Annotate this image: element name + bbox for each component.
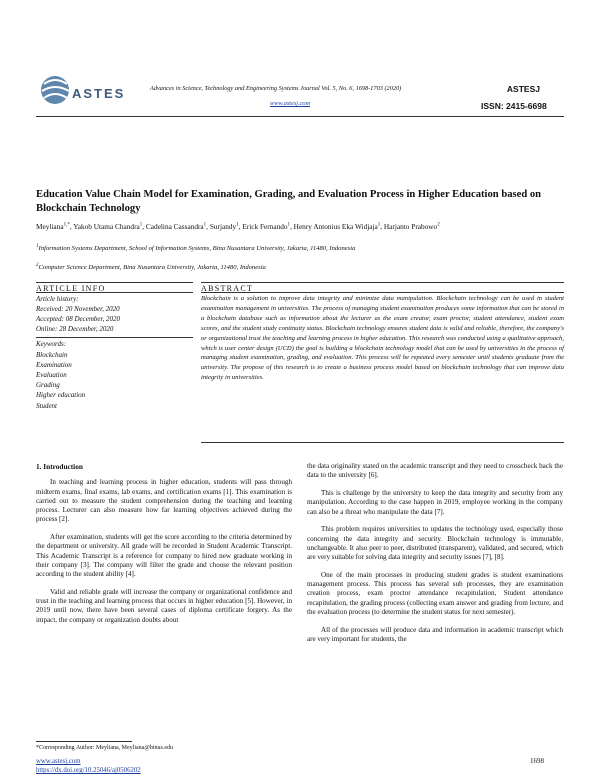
abstract <box>201 282 564 383</box>
author-name: Yakob Utama Chandra <box>73 222 140 231</box>
paragraph: This problem requires universities to updates the technology used, especially those concerning the data integrity and security. Blockchain technology is immutable, unchangeable. It also peer to peer, distributed (transparent), validated, and secured, which are very suitable for solving data integrity and security issues [7], [8]. <box>307 525 563 561</box>
keyword-line: Keywords: <box>36 340 67 349</box>
affiliation-text: Information Systems Department, School of Information Systems, Bina Nusantara University, Jakarta, 11480, Indonesia <box>38 245 356 253</box>
author-affiliation-marker: 1 <box>203 222 207 228</box>
author-name: Cadelina Cassandra <box>145 222 204 231</box>
header-divider <box>36 116 564 117</box>
keyword-line: Blockchain <box>36 350 68 359</box>
paragraph: One of the main processes in producing student grades is student examinations management process. This process has several sub processes, they are examination creation process, exam proctor attendance recapitulation, Student attendance recapitulation, the grading process (collecting exam answer and grading from lecture, and the evaluation process (to determine the student status for next semester). <box>307 570 563 616</box>
paragraph: Valid and reliable grade will increase the company or organizational confidence and trust in the teaching and learning process that occurs in higher education [5]. However, in 2019 until now, there have been several cases of diploma certificate forgery. As the impact, the company or organization doubts about <box>36 587 292 624</box>
doi-link[interactable]: https://dx.doi.org/10.25046/aj0506202 <box>36 767 141 774</box>
author-affiliation-marker: 1 <box>139 222 143 228</box>
info-divider <box>36 337 193 338</box>
journal-logo <box>38 70 138 110</box>
author-list: Meyliana$^{1,*}$, Yakob Utama Chandra$^1$, Cadelina Cassandra$^1$, Surjandy$^1$, Erick Fernando$^1$, Henry Antonius Eka Widjaja$^1$, Harjanto Prabowo$^2$ <box>36 222 440 231</box>
journal-issn: ISSN: 2415-6698 <box>481 101 547 111</box>
author-name: Henry Antonius Eka Widjaja <box>293 222 378 231</box>
body-right-column <box>307 462 563 653</box>
corresponding-author-footnote: *Corresponding Author: Meyliana, Meyliana@binus.edu <box>36 745 174 751</box>
article-history <box>36 294 193 335</box>
author-affiliation-marker: 1 <box>377 222 381 228</box>
author-name: Erick Fernando <box>242 222 288 231</box>
body-left-column <box>36 462 292 633</box>
article-info-heading: ARTICLE INFO <box>36 282 193 293</box>
abstract-heading: ABSTRACT <box>201 282 564 293</box>
author-affiliation-marker: 1 <box>236 222 239 228</box>
logo-text: ASTES <box>72 86 126 101</box>
footer-links <box>36 757 141 775</box>
keyword-line: Evaluation <box>36 370 67 379</box>
paragraph: After examination, students will get the score according to the criteria determined by the department or university. All grade will be recorded in Student Academic Transcript. This Academic Transcript is a reference for company to hired new graduate working in their company [3]. The company will filter the grade and choose the relevant position according to the student ability [4]. <box>36 533 292 578</box>
affiliation-marker: 1 <box>36 244 39 249</box>
affiliation-marker: 2 <box>36 263 39 268</box>
footnote-divider <box>36 741 132 742</box>
globe-icon <box>38 70 74 110</box>
history-line: Received: 20 November, 2020 <box>36 304 120 313</box>
journal-brand: ASTESJ <box>506 84 540 94</box>
keyword-line: Higher education <box>36 391 86 400</box>
section-heading: 1. Introduction <box>36 462 83 471</box>
journal-url-link[interactable]: www.astesj.com <box>270 100 311 107</box>
affiliation-2 <box>36 263 566 271</box>
affiliation-1 <box>36 244 566 252</box>
paragraph: In teaching and learning process in higher education, students will pass through midterm exams, final exams, lab exams, and certification exams [1]. This examination is carried out to measure the student comprehension during the teaching and learning process. Lecturer can also measure how far learning objectives achieved during the process [2]. <box>36 478 292 524</box>
author-name: Meyliana <box>36 222 64 231</box>
journal-citation: Advances in Science, Technology and Engineering Systems Journal Vol. 5, No. 6, 1698-1703 (2020) <box>150 85 402 92</box>
keywords <box>36 339 193 410</box>
site-link[interactable]: www.astesj.com <box>36 758 81 765</box>
keyword-line: Grading <box>36 381 60 390</box>
author-name: Surjandy <box>209 222 237 231</box>
keyword-line: Student <box>36 401 57 410</box>
author-name: Harjanto Prabowo <box>383 222 438 231</box>
article-info <box>36 282 193 411</box>
history-line: Article history: <box>36 294 79 303</box>
author-affiliation-marker: 1,* <box>63 222 70 228</box>
page-number: 1698 <box>530 757 544 765</box>
keyword-line: Examination <box>36 360 72 369</box>
author-affiliation-marker: 2 <box>437 222 440 228</box>
paragraph: This is challenge by the university to keep the data integrity and security from any manipulation. According to the case happen in 2019, employee working in the company can also be a threat who manipulate the data [7]. <box>307 489 563 516</box>
affiliation-text: Computer Science Department, Bina Nusantara University, Jakarta, 11480, Indonesia <box>38 264 266 272</box>
paragraph: the data originality stated on the academic transcript and they need to crosscheck back the data to the university [6]. <box>307 462 563 480</box>
paragraph: All of the processes will produce data and information in academic transcript which are very important for students, the <box>307 625 563 643</box>
author-affiliation-marker: 1 <box>287 222 291 228</box>
abstract-text: Blockchain is a solution to improve data integrity and minimize data manipulation. Blockchain technology can be used in student examination management in universities. The process of managing student examination produces some information that can be stored in a blockchain database such as information about the lecturer as the exam creator, exam proctor, student attendance, student exam scores, and the student study continuity status. Blockchain technology ensures student data is valid and reliable, therefore, the company's or organizational trust the teaching and learning process in higher education. This research was conducted using a qualitative approach, which is user center design (UCD) the goal is building a blockchain technology model that can be used by universities in the process of managing student examination, grading, and evaluation. This process will be repeated every semester until students graduate from the university. The propose of this research is to create a business process model based on blockchain technology that can improve data integrity in universities. <box>201 295 564 382</box>
paper-title: Education Value Chain Model for Examination, Grading, and Evaluation Process in Higher Education based on Blockchain Technology <box>36 189 542 214</box>
history-line: Accepted: 08 December, 2020 <box>36 314 120 323</box>
history-line: Online: 28 December, 2020 <box>36 325 114 334</box>
abstract-divider <box>201 442 564 443</box>
